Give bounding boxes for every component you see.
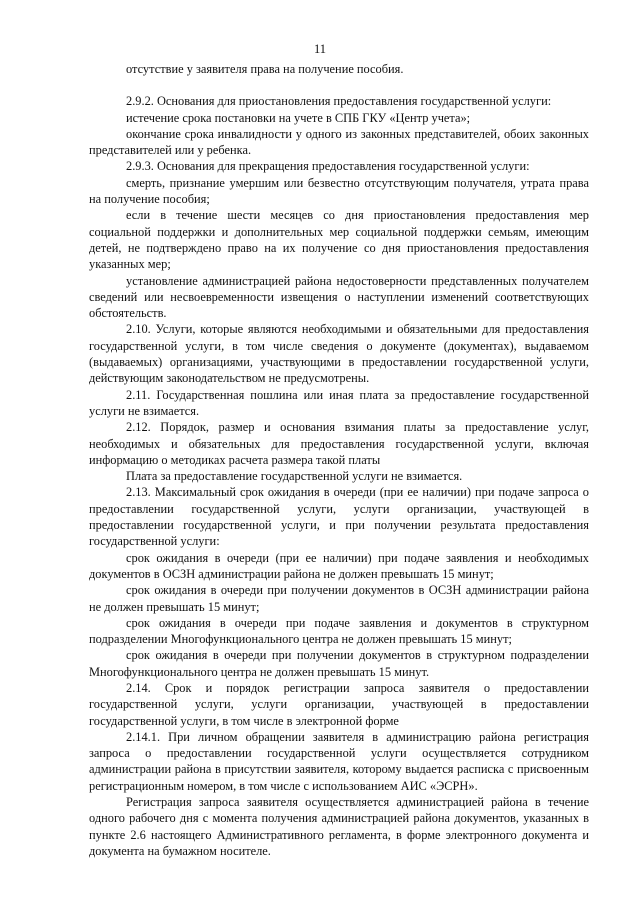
paragraph-15: срок ожидания в очереди при получении документов в ОСЗН администрации района не должен превышать 15 минут; bbox=[89, 583, 589, 614]
paragraph-8: установление администрацией района недостоверности представленных получателем сведений или несвоевременности извещения о наступлении изменений соответствующих обстоятельств. bbox=[89, 273, 589, 321]
paragraph-10: 2.11. Государственная пошлина или иная плата за предоставление государственной услуги не взимается. bbox=[89, 387, 589, 418]
paragraph-4: окончание срока инвалидности у одного из законных представителей, обоих законных представителей или у ребенка. bbox=[89, 126, 589, 158]
paragraph-20: Регистрация запроса заявителя осуществляется администрацией района в течение одного рабочего дня с момента получения администрацией района документов, указанных в пункте 2.6 настоящего Административного регламента, в форме электронного документа и документа на бумажном носителе. bbox=[89, 795, 589, 858]
paragraph-13: 2.13. Максимальный срок ожидания в очереди (при ее наличии) при подаче запроса о предоставлении государственной услуги, услуги организации, участвующей в предоставлении государственной услуги, и при получении результата предоставления государственной услуги: bbox=[89, 485, 589, 549]
paragraph-16: срок ожидания в очереди при подаче заявления и документов в структурном подразделении Многофункционального центра не должен превышать 15 минут; bbox=[89, 615, 589, 647]
paragraph-gap bbox=[89, 77, 589, 93]
paragraph-18: 2.14. Срок и порядок регистрации запроса заявителя о предоставлении государственной услуги, услуги организации, участвующей в предоставлении государственной услуги, в том числе в электронной форме bbox=[89, 680, 589, 728]
paragraph-12: Плата за предоставление государственной услуги не взимается. bbox=[126, 469, 463, 484]
document-body bbox=[89, 61, 589, 859]
paragraph-9: 2.10. Услуги, которые являются необходимыми и обязательными для предоставления государственной услуги, в том числе сведения о документе (документах), выдаваемом (выдаваемых) организациями, участвующими в предоставлении государственной услуги, действующим законодательством не предусмотрены. bbox=[89, 322, 589, 386]
page-number: 11 bbox=[313, 42, 327, 56]
paragraph-3: истечение срока постановки на учете в СПБ ГКУ «Центр учета»; bbox=[126, 110, 471, 125]
paragraph-6: смерть, признание умершим или безвестно отсутствующим получателя, утрата права на получение пособия; bbox=[89, 175, 589, 207]
paragraph-1: отсутствие у заявителя права на получение пособия. bbox=[126, 62, 404, 76]
paragraph-19: 2.14.1. При личном обращении заявителя в администрацию района регистрация запроса о предоставлении государственной услуги осуществляется сотрудником администрации района в присутствии заявителя, которому выдается расписка с присвоенным регистрационным номером, в том числе с использованием АИС «ЭСРН». bbox=[89, 729, 589, 793]
paragraph-14: срок ожидания в очереди (при ее наличии) при подаче заявления и необходимых документов в ОСЗН администрации района не должен превышать 15 минут; bbox=[89, 550, 589, 581]
paragraph-11: 2.12. Порядок, размер и основания взимания платы за предоставление услуг, необходимых и обязательных для предоставления государственной услуги, включая информацию о методиках расчета размера такой платы bbox=[89, 420, 589, 467]
paragraph-2: 2.9.2. Основания для приостановления предоставления государственной услуги: bbox=[126, 94, 552, 109]
paragraph-17: срок ожидания в очереди при получении документов в структурном подразделении Многофункционального центра не должен превышать 15 минут. bbox=[89, 648, 589, 679]
paragraph-5: 2.9.3. Основания для прекращения предоставления государственной услуги: bbox=[126, 159, 530, 174]
paragraph-7: если в течение шести месяцев со дня приостановления предоставления мер социальной поддержки и дополнительных мер социальной поддержки семьям, имеющим детей, не подтверждено право на их получение со дня приостановления предоставления указанных мер; bbox=[89, 208, 589, 272]
